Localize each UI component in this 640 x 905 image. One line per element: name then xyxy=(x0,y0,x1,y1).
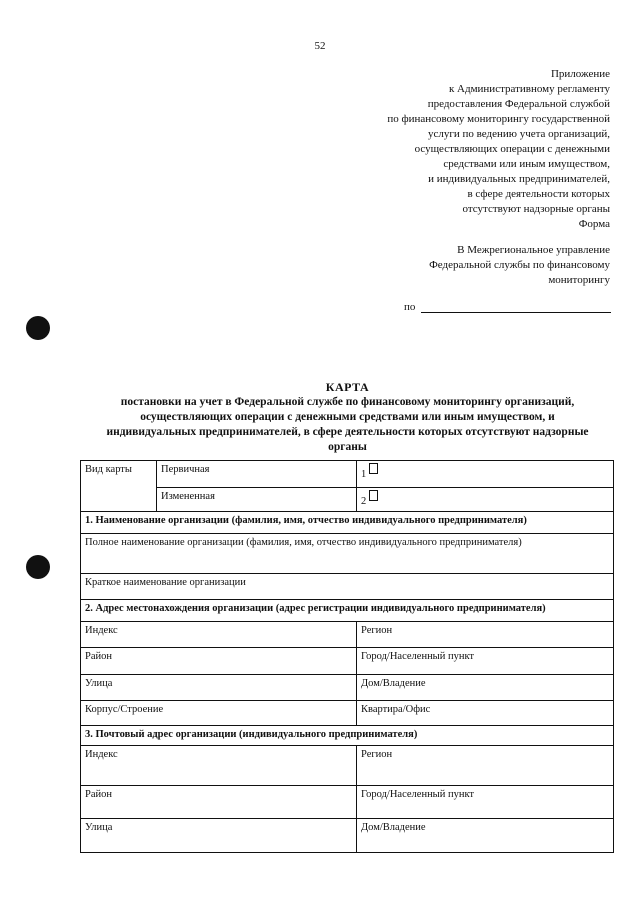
section-3-heading: 3. Почтовый адрес организации (индивидуального предпринимателя) xyxy=(81,726,614,746)
apartment-field[interactable]: Квартира/Офис xyxy=(357,701,614,726)
title-line: осуществляющих операции с денежными средствами или иным имуществом, и xyxy=(140,411,555,423)
appendix-header xyxy=(310,67,610,217)
appendix-line: отсутствуют надзорные органы xyxy=(462,203,610,215)
appendix-line: к Административному регламенту xyxy=(448,83,610,95)
appendix-line: осуществляющих операции с денежными xyxy=(414,143,610,155)
card-type-row-changed xyxy=(81,488,614,512)
address-row xyxy=(81,648,614,675)
city-field[interactable]: Город/Населенный пункт xyxy=(357,648,614,675)
short-name-row xyxy=(81,574,614,600)
section-2-heading: 2. Адрес местонахождения организации (адрес регистрации индивидуального предпринимателя) xyxy=(81,600,614,622)
index-field[interactable]: Индекс xyxy=(81,622,357,648)
appendix-line: и индивидуальных предпринимателей, xyxy=(428,173,610,185)
registration-form-table xyxy=(80,460,614,853)
appendix-line: Приложение xyxy=(550,68,610,80)
postal-address-row xyxy=(81,786,614,819)
appendix-line: услуги по ведению учета организаций, xyxy=(427,128,610,140)
option-number: 2 xyxy=(361,496,367,507)
section-1-heading: 1. Наименование организации (фамилия, имя, отчество индивидуального предпринимателя) xyxy=(81,512,614,534)
postal-house-field[interactable]: Дом/Владение xyxy=(357,819,614,853)
form-label: Форма xyxy=(578,218,610,230)
card-type-label: Вид карты xyxy=(81,461,157,512)
card-type-option-cell[interactable] xyxy=(357,461,614,488)
address-row xyxy=(81,622,614,648)
po-label: по xyxy=(404,301,416,313)
document-title xyxy=(80,380,615,455)
district-field[interactable]: Район xyxy=(81,648,357,675)
house-field[interactable]: Дом/Владение xyxy=(357,675,614,701)
punch-hole xyxy=(26,316,50,340)
postal-index-field[interactable]: Индекс xyxy=(81,746,357,786)
checkbox-changed[interactable] xyxy=(369,490,378,501)
addressee-po-line xyxy=(404,300,611,313)
addressee-line: Федеральной службы по финансовому xyxy=(429,259,610,271)
building-field[interactable]: Корпус/Строение xyxy=(81,701,357,726)
title-line: постановки на учет в Федеральной службе по финансовому мониторингу организаций, xyxy=(120,396,575,408)
address-row xyxy=(81,675,614,701)
postal-address-row xyxy=(81,746,614,786)
card-type-option-cell[interactable] xyxy=(357,488,614,512)
card-type-row-primary xyxy=(81,461,614,488)
postal-address-row xyxy=(81,819,614,853)
page-number: 52 xyxy=(314,40,326,52)
appendix-line: в сфере деятельности которых xyxy=(467,188,610,200)
section-1-heading-row xyxy=(81,512,614,534)
postal-district-field[interactable]: Район xyxy=(81,786,357,819)
appendix-line: предоставления Федеральной службой xyxy=(427,98,610,110)
title-line: органы xyxy=(328,441,367,453)
option-number: 1 xyxy=(361,469,367,480)
title-main: КАРТА xyxy=(325,380,370,394)
address-row xyxy=(81,701,614,726)
region-field[interactable]: Регион xyxy=(357,622,614,648)
punch-hole xyxy=(26,555,50,579)
section-2-heading-row xyxy=(81,600,614,622)
po-blank-field[interactable] xyxy=(421,300,611,313)
section-3-heading-row xyxy=(81,726,614,746)
postal-street-field[interactable]: Улица xyxy=(81,819,357,853)
card-type-option-label: Первичная xyxy=(157,461,357,488)
postal-region-field[interactable]: Регион xyxy=(357,746,614,786)
checkbox-primary[interactable] xyxy=(369,463,378,474)
street-field[interactable]: Улица xyxy=(81,675,357,701)
card-type-option-label: Измененная xyxy=(157,488,357,512)
short-name-field[interactable]: Краткое наименование организации xyxy=(81,574,614,600)
full-name-field[interactable]: Полное наименование организации (фамилия, имя, отчество индивидуального предпринимателя) xyxy=(81,534,614,574)
title-line: индивидуальных предпринимателей, в сфере деятельности которых отсутствуют надзорные xyxy=(106,426,589,438)
addressee-block xyxy=(370,243,610,288)
appendix-line: по финансовому мониторингу государственной xyxy=(387,113,610,125)
addressee-line: В Межрегиональное управление xyxy=(457,244,610,256)
postal-city-field[interactable]: Город/Населенный пункт xyxy=(357,786,614,819)
addressee-line: мониторингу xyxy=(548,274,610,286)
appendix-line: средствами или иным имуществом, xyxy=(443,158,610,170)
full-name-row xyxy=(81,534,614,574)
